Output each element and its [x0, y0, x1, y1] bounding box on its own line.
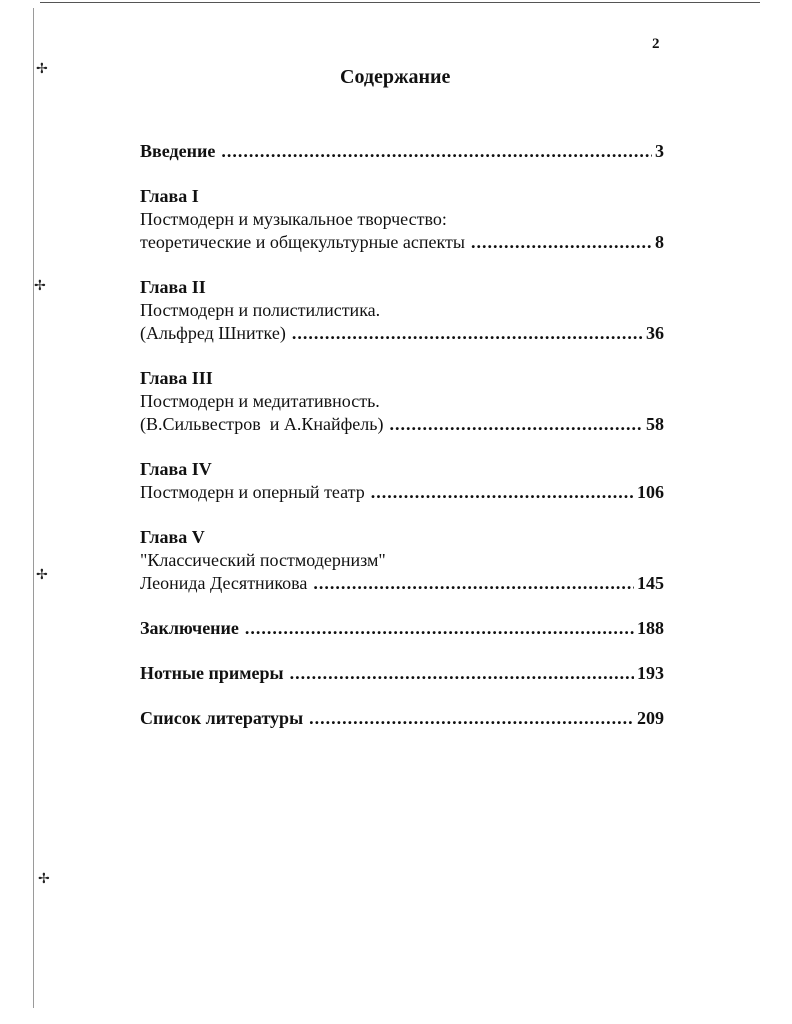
toc-entry-label: Нотные примеры	[140, 663, 284, 683]
dot-leader	[471, 232, 652, 253]
toc-entry-chapter-5	[140, 527, 664, 596]
chapter-title-line: Леонида Десятникова	[140, 573, 308, 593]
dot-leader	[245, 618, 634, 639]
toc-entry-label: Заключение	[140, 618, 239, 638]
table-of-contents	[140, 141, 664, 731]
toc-entry-page: 3	[655, 141, 664, 161]
chapter-title-line: теоретические и общекультурные аспекты	[140, 232, 465, 252]
toc-entry-chapter-1	[140, 186, 664, 255]
toc-entry-conclusion	[140, 618, 664, 641]
chapter-heading: Глава II	[140, 277, 206, 297]
dot-leader	[371, 482, 634, 503]
toc-entry-label: Список литературы	[140, 708, 304, 728]
chapter-heading: Глава V	[140, 527, 205, 547]
toc-entry-page: 58	[646, 414, 664, 434]
chapter-title-line: Постмодерн и медитативность.	[140, 391, 380, 411]
dot-leader	[389, 414, 643, 435]
toc-entry-page: 8	[655, 232, 664, 252]
toc-entry-chapter-2	[140, 277, 664, 346]
page-number: 2	[652, 36, 660, 52]
left-scan-rule	[33, 8, 34, 1008]
binding-mark-icon: ✢	[38, 871, 50, 887]
toc-entry-introduction	[140, 141, 664, 164]
toc-entry-bibliography	[140, 708, 664, 731]
toc-entry-label: Введение	[140, 141, 216, 161]
binding-mark-icon: ✢	[34, 278, 46, 294]
toc-entry-page: 106	[637, 482, 664, 502]
page-title: Содержание	[340, 66, 451, 88]
chapter-title-line: Постмодерн и оперный театр	[140, 482, 365, 502]
toc-entry-page: 193	[637, 663, 664, 683]
chapter-heading: Глава IV	[140, 459, 212, 479]
toc-entry-music-examples	[140, 663, 664, 686]
toc-entry-page: 145	[637, 573, 664, 593]
top-scan-rule	[40, 2, 760, 3]
chapter-title-line: (Альфред Шнитке)	[140, 323, 286, 343]
chapter-title-line: "Классический постмодернизм"	[140, 550, 386, 570]
toc-entry-chapter-3	[140, 368, 664, 437]
toc-entry-page: 36	[646, 323, 664, 343]
dot-leader	[313, 573, 634, 594]
chapter-title-line: (В.Сильвестров и А.Кнайфель)	[140, 414, 384, 434]
dot-leader	[292, 323, 643, 344]
binding-mark-icon: ✢	[36, 61, 48, 77]
dot-leader	[309, 708, 634, 729]
chapter-heading: Глава III	[140, 368, 213, 388]
dot-leader	[221, 141, 652, 162]
chapter-title-line: Постмодерн и полистилистика.	[140, 300, 381, 320]
toc-entry-page: 188	[637, 618, 664, 638]
toc-entry-page: 209	[637, 708, 664, 728]
chapter-title-line: Постмодерн и музыкальное творчество:	[140, 209, 447, 229]
chapter-heading: Глава I	[140, 186, 199, 206]
dot-leader	[290, 663, 634, 684]
toc-entry-chapter-4	[140, 459, 664, 505]
binding-mark-icon: ✢	[36, 567, 48, 583]
